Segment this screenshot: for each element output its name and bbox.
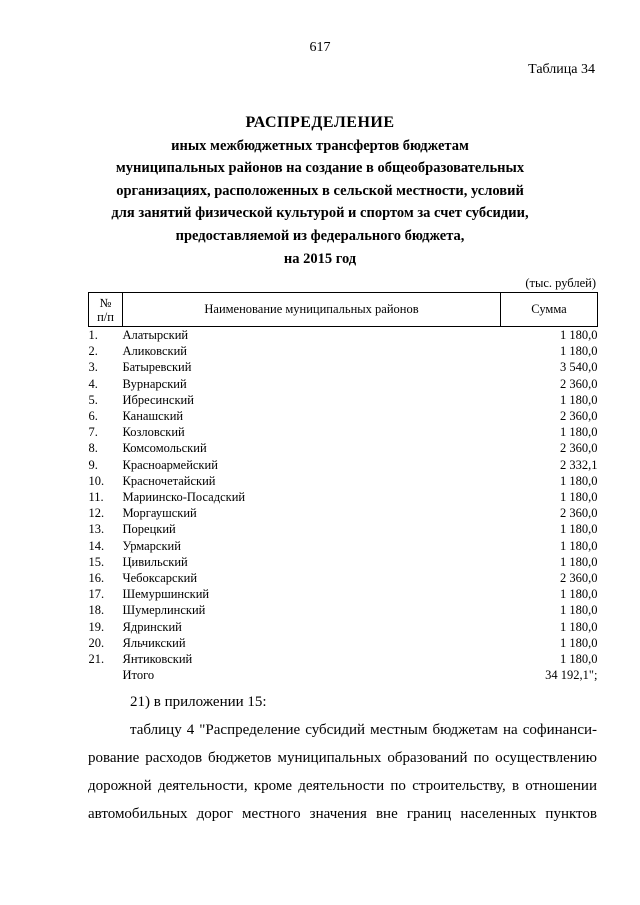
row-number: 12. — [88, 506, 105, 521]
row-district-name: Яльчикский — [122, 635, 186, 650]
table-row — [89, 392, 598, 408]
row-district-name: Аликовский — [122, 344, 187, 359]
header-name: Наименование муниципальных районов — [123, 293, 501, 327]
title-line: организациях, расположенных в сельской местности, условий — [116, 182, 524, 199]
header-number-line2: п/п — [97, 309, 114, 324]
table-total-row — [89, 667, 598, 683]
paragraph-line: дорожной деятельности, кроме деятельности по строительству, в отношении — [88, 778, 597, 794]
row-number: 18. — [88, 603, 105, 618]
title-main: РАСПРЕДЕЛЕНИЕ — [245, 114, 395, 131]
row-district-name: Ядринский — [122, 619, 182, 634]
row-district-name: Козловский — [122, 425, 185, 440]
row-sum: 3 540,0 — [560, 360, 598, 375]
table-row — [89, 554, 598, 570]
row-sum: 1 180,0 — [560, 328, 598, 342]
row-number: 3. — [88, 360, 98, 375]
row-number: 21. — [88, 652, 105, 667]
row-sum: 1 180,0 — [560, 554, 598, 569]
table-row — [89, 424, 598, 440]
row-number: 7. — [88, 425, 98, 440]
units-label: (тыс. рублей) — [525, 276, 596, 290]
row-district-name: Комсомольский — [122, 441, 207, 456]
row-number: 2. — [88, 344, 98, 359]
row-number: 20. — [88, 635, 105, 650]
document-title — [60, 112, 580, 270]
table-body — [89, 327, 598, 684]
paragraph-line: рование расходов бюджетов муниципальных образований по осуществлению — [88, 750, 597, 766]
title-line: муниципальных районов на создание в общеобразовательных — [115, 160, 525, 177]
row-district-name: Урмарский — [122, 538, 181, 553]
total-label: Итого — [122, 668, 155, 683]
row-number: 15. — [88, 554, 105, 569]
table-row — [89, 343, 598, 359]
row-district-name: Красноармейский — [122, 457, 218, 472]
table-row — [89, 505, 598, 521]
table-row — [89, 586, 598, 602]
row-number: 6. — [88, 409, 98, 424]
table-row — [89, 376, 598, 392]
total-sum: 34 192,1"; — [545, 668, 598, 683]
table-row — [89, 440, 598, 456]
row-sum: 1 180,0 — [560, 619, 598, 634]
row-number: 11. — [88, 490, 104, 505]
row-district-name: Красночетайский — [122, 473, 216, 488]
row-district-name: Канашский — [122, 409, 184, 424]
paragraph-item-21: 21) в приложении 15: — [130, 694, 267, 710]
table-row — [89, 521, 598, 537]
table-row — [89, 538, 598, 554]
row-district-name: Цивильский — [122, 554, 188, 569]
title-line: для занятий физической культурой и спортом за счет субсидии, — [111, 205, 529, 222]
header-sum: Сумма — [501, 293, 598, 327]
row-sum: 1 180,0 — [560, 652, 598, 667]
row-district-name: Вурнарский — [122, 376, 187, 391]
total-empty-cell — [89, 667, 123, 683]
row-sum: 1 180,0 — [560, 635, 598, 650]
header-number — [89, 293, 123, 327]
table-row — [89, 473, 598, 489]
row-number: 10. — [88, 473, 105, 488]
row-number: 19. — [88, 619, 105, 634]
row-number: 4. — [88, 376, 98, 391]
table-row — [89, 570, 598, 586]
header-number-line1: № — [99, 295, 112, 310]
row-sum: 1 180,0 — [560, 538, 598, 553]
row-sum: 2 360,0 — [560, 571, 598, 586]
row-district-name: Порецкий — [122, 522, 176, 537]
row-sum: 2 360,0 — [560, 506, 598, 521]
row-number: 17. — [88, 587, 105, 602]
table-row — [89, 359, 598, 375]
row-number: 5. — [88, 392, 98, 407]
table-row — [89, 651, 598, 667]
row-district-name: Мариинско-Посадский — [122, 490, 246, 505]
row-sum: 1 180,0 — [560, 490, 598, 505]
row-district-name: Янтиковский — [122, 652, 193, 667]
table-row — [89, 602, 598, 618]
row-district-name: Моргаушский — [122, 506, 197, 521]
row-sum: 1 180,0 — [560, 522, 598, 537]
title-line: предоставляемой из федерального бюджета, — [175, 227, 465, 244]
row-district-name: Ибресинский — [122, 392, 194, 407]
table-caption: Таблица 34 — [528, 62, 595, 77]
row-number: 16. — [88, 571, 105, 586]
row-sum: 2 332,1 — [560, 457, 598, 472]
title-line: на 2015 год — [283, 250, 357, 267]
distribution-table — [88, 292, 598, 683]
table-row — [89, 489, 598, 505]
row-number: 13. — [88, 522, 105, 537]
row-sum: 2 360,0 — [560, 441, 598, 456]
row-district-name: Батыревский — [122, 360, 192, 375]
table-row — [89, 327, 598, 344]
row-district-name: Шумерлинский — [122, 603, 206, 618]
row-district-name: Чебоксарский — [122, 571, 198, 586]
body-text — [88, 688, 597, 828]
row-number: 14. — [88, 538, 105, 553]
row-number: 9. — [88, 457, 98, 472]
table-row — [89, 408, 598, 424]
table-row — [89, 457, 598, 473]
table-header-row — [89, 293, 598, 327]
row-district-name: Алатырский — [122, 328, 189, 342]
row-sum: 1 180,0 — [560, 587, 598, 602]
table-row — [89, 635, 598, 651]
row-sum: 1 180,0 — [560, 425, 598, 440]
title-line: иных межбюджетных трансфертов бюджетам — [171, 137, 469, 154]
page-number: 617 — [309, 40, 331, 55]
row-sum: 2 360,0 — [560, 376, 598, 391]
row-district-name: Шемуршинский — [122, 587, 210, 602]
row-number: 1. — [88, 328, 98, 342]
row-number: 8. — [88, 441, 98, 456]
row-sum: 1 180,0 — [560, 603, 598, 618]
row-sum: 1 180,0 — [560, 344, 598, 359]
paragraph-line: таблицу 4 "Распределение субсидий местным бюджетам на софинанси- — [130, 722, 597, 738]
table-row — [89, 619, 598, 635]
row-sum: 1 180,0 — [560, 392, 598, 407]
row-sum: 2 360,0 — [560, 409, 598, 424]
paragraph-line: автомобильных дорог местного значения вне границ населенных пунктов — [88, 806, 597, 822]
row-sum: 1 180,0 — [560, 473, 598, 488]
